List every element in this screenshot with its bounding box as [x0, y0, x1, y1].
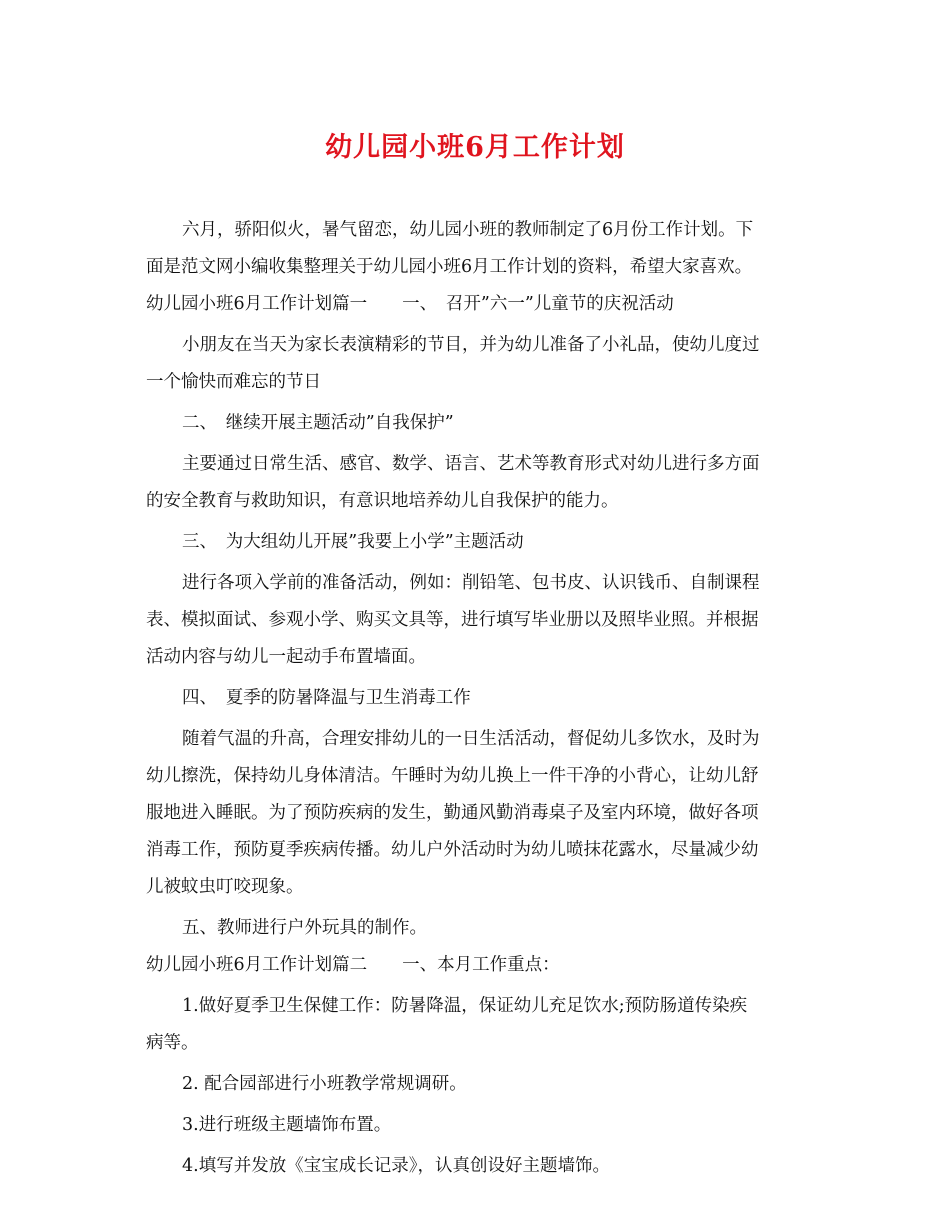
text-line: 病等。 [146, 1033, 199, 1053]
text-line: 4.填写并发放《宝宝成长记录》，认真创设好主题墙饰。 [182, 1156, 610, 1176]
text-line: 服地进入睡眠。为了预防疾病的发生，勤通风勤消毒桌子及室内环境，做好各项 [146, 803, 759, 823]
text-line: 的安全教育与救助知识，有意识地培养幼儿自我保护的能力。 [146, 491, 619, 511]
text-line: 主要通过日常生活、感官、数学、语言、艺术等教育形式对幼儿进行多方面 [182, 454, 760, 474]
text-line: 一个愉快而难忘的节日 [146, 372, 321, 392]
text-line: 五、教师进行户外玩具的制作。 [182, 918, 427, 938]
text-line: 进行各项入学前的准备活动，例如：削铅笔、包书皮、认识钱币、自制课程 [182, 573, 760, 593]
text-line: 幼儿园小班6月工作计划篇一 一、 召开”六一”儿童节的庆祝活动 [146, 294, 674, 314]
text-line: 面是范文网小编收集整理关于幼儿园小班6月工作计划的资料，希望大家喜欢。 [146, 257, 753, 277]
text-line: 活动内容与幼儿一起动手布置墙面。 [146, 647, 426, 667]
text-line: 随着气温的升高，合理安排幼儿的一日生活活动，督促幼儿多饮水，及时为 [182, 729, 760, 749]
text-line: 消毒工作，预防夏季疾病传播。幼儿户外活动时为幼儿喷抹花露水，尽量减少幼 [146, 840, 759, 860]
text-line: 1.做好夏季卫生保健工作：防暑降温，保证幼儿充足饮水;预防肠道传染疾 [182, 996, 748, 1016]
text-line: 二、 继续开展主题活动”自我保护” [182, 413, 454, 433]
text-line: 六月，骄阳似火，暑气留恋，幼儿园小班的教师制定了6月份工作计划。下 [182, 220, 754, 240]
document-title: 幼儿园小班6月工作计划 [325, 132, 625, 163]
text-line: 幼儿擦洗，保持幼儿身体清洁。午睡时为幼儿换上一件干净的小背心，让幼儿舒 [146, 766, 759, 786]
text-line: 儿被蚊虫叮咬现象。 [146, 877, 304, 897]
document-body [146, 212, 810, 1185]
text-line: 三、 为大组幼儿开展”我要上小学”主题活动 [182, 532, 524, 552]
text-line: 小朋友在当天为家长表演精彩的节目，并为幼儿准备了小礼品，使幼儿度过 [182, 335, 760, 355]
text-line: 3.进行班级主题墙饰布置。 [182, 1115, 392, 1135]
text-line: 2. 配合园部进行小班教学常规调研。 [182, 1074, 467, 1094]
text-line: 四、 夏季的防暑降温与卫生消毒工作 [182, 688, 471, 708]
text-line: 幼儿园小班6月工作计划篇二 一、本月工作重点： [146, 955, 560, 975]
text-line: 表、模拟面试、参观小学、购买文具等，进行填写毕业册以及照毕业照。并根据 [146, 610, 759, 630]
